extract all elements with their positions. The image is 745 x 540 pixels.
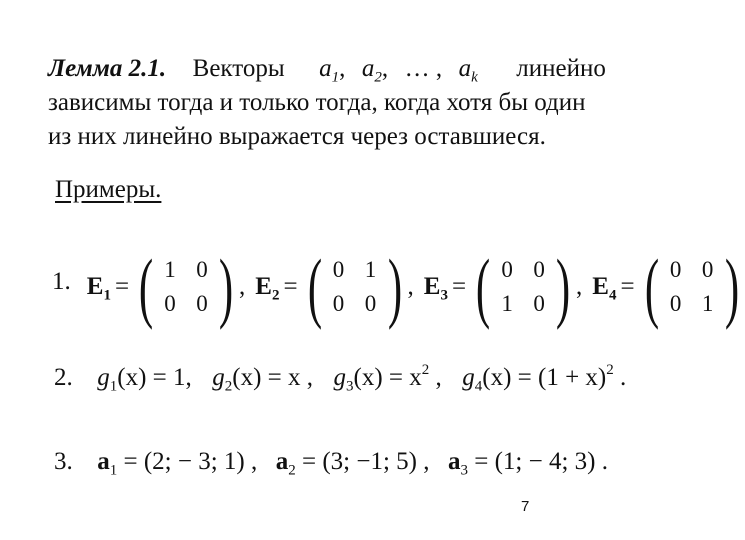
- vector-ak: $a_k$: [458, 55, 478, 86]
- matrix-e2: $E_2$ = ( 0 1 0 0 ): [255, 243, 402, 330]
- example-2: [54, 361, 627, 395]
- matrix-e1: $E_1$ = ( 1 0 0 0 ): [86, 243, 234, 330]
- lemma-line-1: Лемма 2.1. Векторы $a_1$, $a_2$, … , $a_k$ линейно: [48, 55, 606, 86]
- vector-a2: $a_2$: [361, 55, 382, 86]
- ellipsis: …: [404, 55, 430, 82]
- vector-a1: $a_1$: [319, 55, 340, 86]
- example-1: 1. $E_1$ = ( 1 0 0 0 ) , $E_2$ = ( 0 1 0 0 ) , $E_3$ = ( 0 0 1 0 ) , $E_4$ = ( 0 0 0 1 ): [52, 248, 745, 326]
- example-3-number: 3.: [54, 448, 73, 475]
- vector-bold-a1: $a_1 = (2$; − 3; 1) ,: [97, 448, 258, 479]
- lemma-text-vectors: Векторы: [192, 55, 285, 82]
- lemma-text-linearly: линейно: [516, 55, 606, 82]
- example-3: [54, 448, 608, 479]
- examples-heading: Примеры.: [55, 176, 162, 203]
- example-1-number: 1.: [52, 268, 71, 295]
- function-g1: $g_1(x) = 1$,: [97, 364, 192, 395]
- lemma-line-2: зависимы тогда и только тогда, когда хотя бы один: [48, 89, 586, 116]
- matrix-e3: $E_3$ = ( 0 0 1 0 ): [423, 243, 571, 330]
- lemma-line-3: из них линейно выражается через оставшиеся.: [48, 123, 546, 150]
- lemma-title: Лемма 2.1.: [48, 55, 167, 82]
- function-g2: $g_2(x) = x$ ,: [212, 364, 313, 395]
- vector-bold-a3: $a_3 = (1$; − 4; 3) .: [448, 448, 608, 479]
- example-2-number: 2.: [54, 364, 73, 391]
- matrix-e4: $E_4$ = ( 0 0 0 1 ): [592, 243, 739, 330]
- page-number: 7: [521, 498, 530, 515]
- vector-bold-a2: $a_2 = (3$; −1; 5) ,: [275, 448, 430, 479]
- function-g4: $g_4(x) = (1 + x)^2$ .: [462, 361, 627, 395]
- function-g3: $g_3(x) = x^2$ ,: [333, 361, 442, 395]
